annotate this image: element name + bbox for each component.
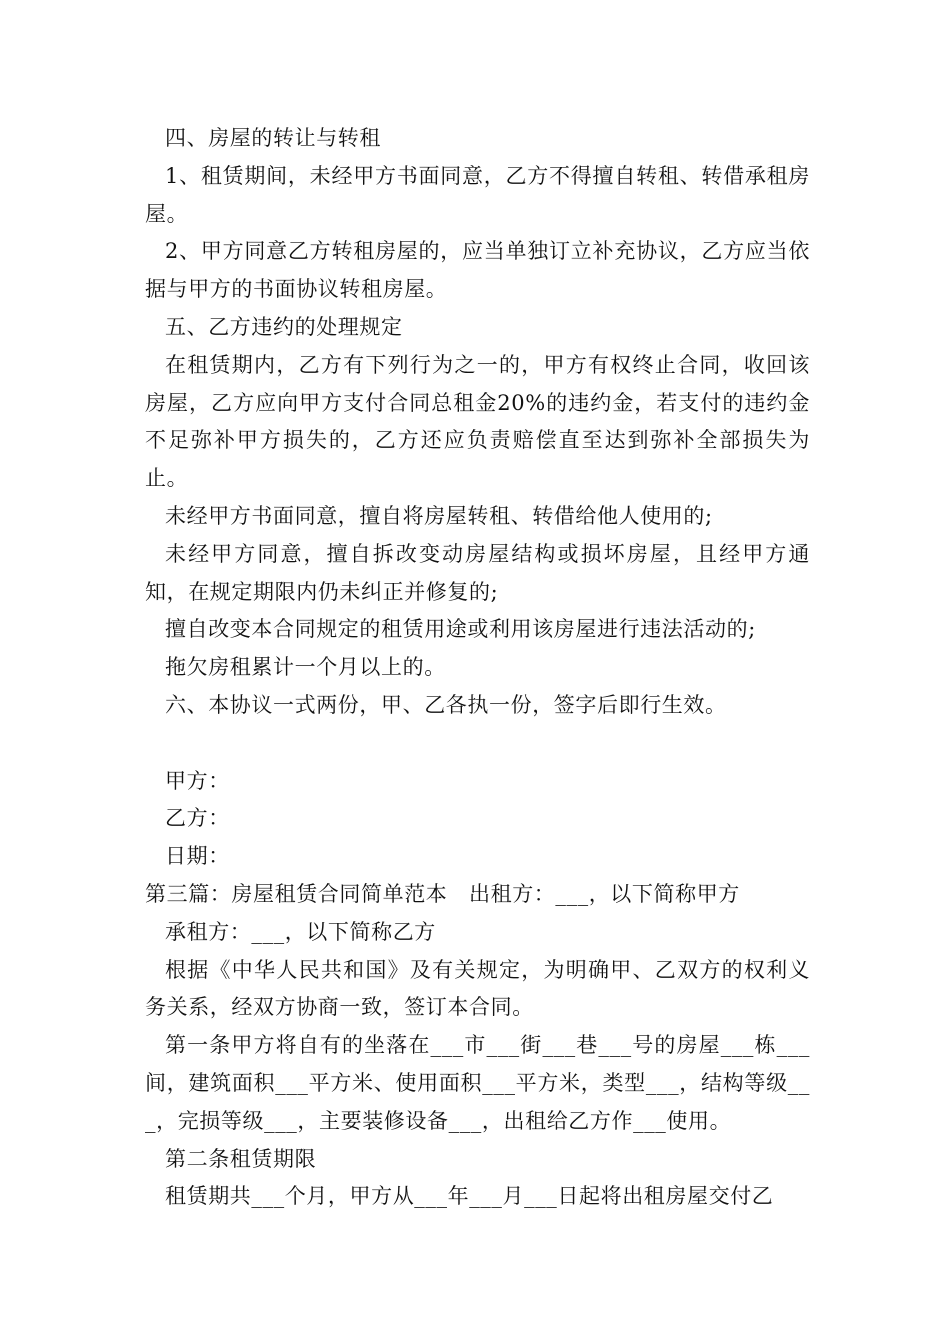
article-2-body: 租赁期共___个月，甲方从___年___月___日起将出租房屋交付乙 <box>165 1184 774 1209</box>
clause-5-item-1: 未经甲方书面同意，擅自将房屋转租、转借给他人使用的; <box>165 503 713 528</box>
clause-5-item-3: 擅自改变本合同规定的租赁用途或利用该房屋进行违法活动的; <box>165 617 756 642</box>
article-2-heading: 第二条租赁期限 <box>165 1146 317 1171</box>
document-page <box>145 120 810 1216</box>
signature-date: 日期： <box>165 844 230 869</box>
lessee-line: 承租方：___，以下简称乙方 <box>165 919 436 944</box>
signature-party-b: 乙方： <box>165 806 230 831</box>
clause-4-2: 2、甲方同意乙方转租房屋的，应当单独订立补充协议，乙方应当依据与甲方的书面协议转租房屋。 <box>145 239 810 302</box>
preamble: 根据《中华人民共和国》及有关规定，为明确甲、乙双方的权利义务关系，经双方协商一致，签订本合同。 <box>145 957 810 1020</box>
clause-5-item-2: 未经甲方同意，擅自拆改变动房屋结构或损坏房屋，且经甲方通知，在规定期限内仍未纠正并修复的; <box>145 541 810 604</box>
section-heading-4: 四、房屋的转让与转租 <box>165 126 381 150</box>
section-heading-5: 五、乙方违约的处理规定 <box>165 314 403 339</box>
clause-4-1: 1、租赁期间，未经甲方书面同意，乙方不得擅自转租、转借承租房屋。 <box>145 163 810 226</box>
article-1: 第一条甲方将自有的坐落在___市___街___巷___号的房屋___栋___间，建筑面积___平方米、使用面积___平方米，类型___，结构等级___，完损等级___，主要装修设备___，出租给乙方作___使用。 <box>145 1033 810 1133</box>
section-heading-6: 六、本协议一式两份，甲、乙各执一份，签字后即行生效。 <box>165 692 727 717</box>
signature-party-a: 甲方： <box>165 768 230 793</box>
blank-line <box>145 725 810 763</box>
chapter-title-3: 第三篇：房屋租赁合同简单范本 出租方：___，以下简称甲方 <box>145 881 740 906</box>
clause-5-item-4: 拖欠房租累计一个月以上的。 <box>165 655 446 680</box>
clause-5-intro: 在租赁期内，乙方有下列行为之一的，甲方有权终止合同，收回该房屋，乙方应向甲方支付合同总租金20%的违约金，若支付的违约金不足弥补甲方损失的，乙方还应负责赔偿直至达到弥补全部损失为止。 <box>145 352 810 491</box>
